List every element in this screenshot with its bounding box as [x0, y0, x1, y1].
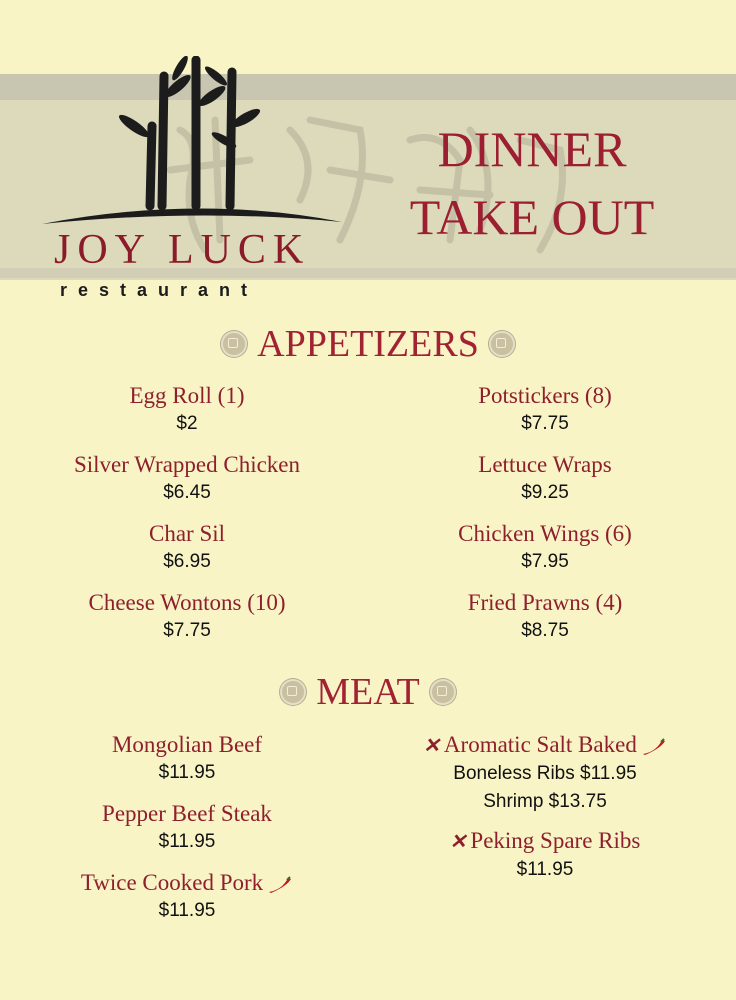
menu-item — [22, 520, 352, 576]
menu-item — [22, 382, 352, 438]
item-price: $9.25 — [521, 482, 569, 503]
item-name-row — [380, 827, 710, 856]
item-name: Silver Wrapped Chicken — [73, 452, 301, 477]
item-price: $11.95 — [158, 762, 216, 783]
item-name: Aromatic Salt Baked — [443, 732, 637, 757]
menu-item — [22, 589, 352, 645]
chili-pepper-icon — [267, 876, 293, 894]
item-name: Peking Spare Ribs — [470, 828, 641, 853]
item-price: $11.95 — [158, 900, 216, 921]
meat-heading — [0, 673, 736, 711]
item-name: Char Sil — [148, 521, 226, 546]
item-name: Lettuce Wraps — [478, 452, 612, 477]
brand-name: JOY LUCK — [54, 227, 311, 273]
item-price: $2 — [176, 413, 198, 434]
menu-item — [380, 827, 710, 884]
item-name-row — [380, 731, 710, 760]
page-title-line-1: DINNER — [437, 121, 627, 177]
item-name: Potstickers (8) — [478, 383, 612, 408]
item-name: Twice Cooked Pork — [80, 870, 264, 895]
item-price: $8.75 — [521, 620, 569, 641]
bamboo-logo — [38, 56, 348, 231]
menu-item — [22, 731, 352, 787]
menu-item — [380, 451, 710, 507]
medallion-icon — [280, 679, 306, 705]
appetizers-title: APPETIZERS — [257, 323, 479, 365]
item-price: $7.75 — [521, 413, 569, 434]
brand-subtitle: restaurant — [60, 280, 259, 300]
item-price: $11.95 — [516, 859, 574, 880]
item-name: Cheese Wontons (10) — [88, 590, 286, 615]
page-title-line-2: TAKE OUT — [409, 189, 655, 245]
item-name: Chicken Wings (6) — [458, 521, 632, 546]
menu-item — [380, 731, 710, 816]
item-price: $7.95 — [521, 551, 569, 572]
menu-item — [380, 589, 710, 645]
item-variant: Boneless Ribs $11.95 — [453, 763, 637, 784]
menu-item — [22, 800, 352, 856]
chef-special-icon: ✕ — [423, 735, 440, 757]
meat-title: MEAT — [316, 671, 420, 713]
item-name: Egg Roll (1) — [129, 383, 245, 408]
menu-item — [22, 451, 352, 507]
appetizers-heading — [0, 325, 736, 363]
item-name: Mongolian Beef — [111, 732, 263, 757]
item-price: $6.45 — [163, 482, 211, 503]
item-name: Pepper Beef Steak — [102, 801, 272, 826]
menu-item — [380, 382, 710, 438]
menu-item — [380, 520, 710, 576]
menu-item — [22, 869, 352, 925]
item-variant: Shrimp $13.75 — [483, 791, 607, 812]
item-name: Fried Prawns (4) — [467, 590, 623, 615]
medallion-icon — [489, 331, 515, 357]
chili-pepper-icon — [641, 738, 667, 756]
medallion-icon — [221, 331, 247, 357]
item-price: $7.75 — [163, 620, 211, 641]
chef-special-icon: ✕ — [449, 831, 467, 853]
item-price: $6.95 — [163, 551, 211, 572]
medallion-icon — [430, 679, 456, 705]
item-name-row — [22, 869, 352, 897]
item-price: $11.95 — [158, 831, 216, 852]
